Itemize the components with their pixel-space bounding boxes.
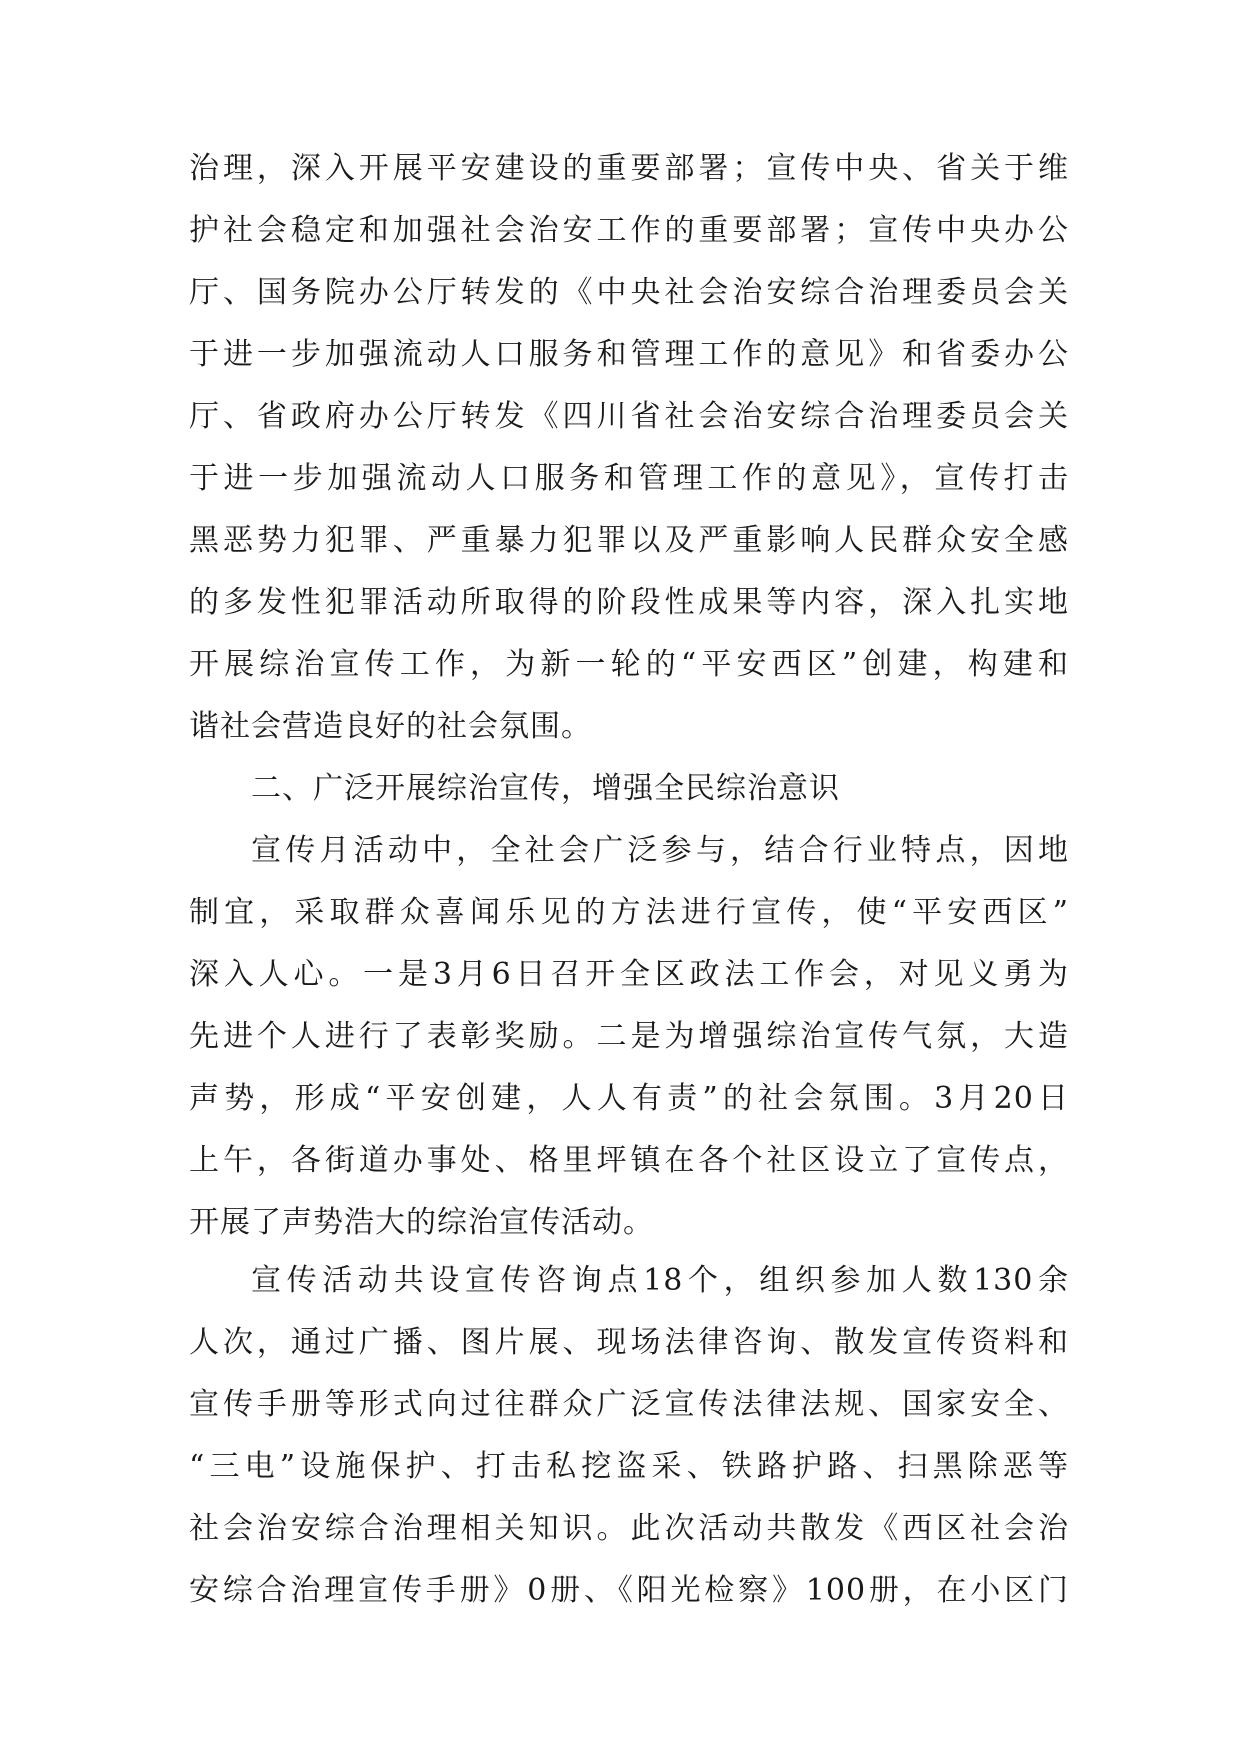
paragraph-2	[189, 820, 1069, 1254]
text-line: 于进一步加强流动人口服务和管理工作的意见》，宣传打击	[189, 461, 1069, 496]
text-line: 开展了声势浩大的综治宣传活动。	[189, 1205, 654, 1240]
text-line: 声势，形成“平安创建，人人有责”的社会氛围。3月20日	[189, 1081, 1069, 1116]
text-line: 开展综治宣传工作，为新一轮的“平安西区”创建，构建和	[189, 647, 1069, 682]
text-line: 先进个人进行了表彰奖励。二是为增强综治宣传气氛，大造	[189, 1019, 1069, 1054]
text-line: 黑恶势力犯罪、严重暴力犯罪以及严重影响人民群众安全感	[189, 523, 1069, 558]
text-line: 社会治安综合治理相关知识。此次活动共散发《西区社会治	[189, 1511, 1069, 1546]
text-line: 的多发性犯罪活动所取得的阶段性成果等内容，深入扎实地	[189, 585, 1069, 620]
text-line: 宣传手册等形式向过往群众广泛宣传法律法规、国家安全、	[189, 1387, 1069, 1422]
text-line: 深入人心。一是3月6日召开全区政法工作会，对见义勇为	[189, 957, 1069, 992]
text-line: 宣传月活动中，全社会广泛参与，结合行业特点，因地	[251, 833, 1069, 868]
heading-line: 二、广泛开展综治宣传，增强全民综治意识	[251, 771, 840, 806]
text-line: 制宜，采取群众喜闻乐见的方法进行宣传，使“平安西区”	[189, 895, 1069, 930]
paragraph-1	[189, 138, 1069, 758]
text-line: 厅、省政府办公厅转发《四川省社会治安综合治理委员会关	[189, 399, 1069, 434]
text-line: 宣传活动共设宣传咨询点18个，组织参加人数130余	[251, 1263, 1069, 1298]
text-line: 于进一步加强流动人口服务和管理工作的意见》和省委办公	[189, 337, 1069, 372]
text-line: 厅、国务院办公厅转发的《中央社会治安综合治理委员会关	[189, 275, 1069, 310]
text-line: 治理，深入开展平安建设的重要部署；宣传中央、省关于维	[189, 151, 1069, 186]
text-line: 安综合治理宣传手册》0册、《阳光检察》100册，在小区门	[189, 1573, 1069, 1608]
text-line: “三电”设施保护、打击私挖盗采、铁路护路、扫黑除恶等	[189, 1449, 1069, 1484]
text-line: 人次，通过广播、图片展、现场法律咨询、散发宣传资料和	[189, 1325, 1069, 1360]
paragraph-3	[189, 1250, 1069, 1622]
section-heading	[189, 758, 1069, 820]
text-line: 谐社会营造良好的社会氛围。	[189, 709, 592, 744]
text-line: 护社会稳定和加强社会治安工作的重要部署；宣传中央办公	[189, 213, 1069, 248]
text-line: 上午，各街道办事处、格里坪镇在各个社区设立了宣传点，	[189, 1143, 1069, 1178]
